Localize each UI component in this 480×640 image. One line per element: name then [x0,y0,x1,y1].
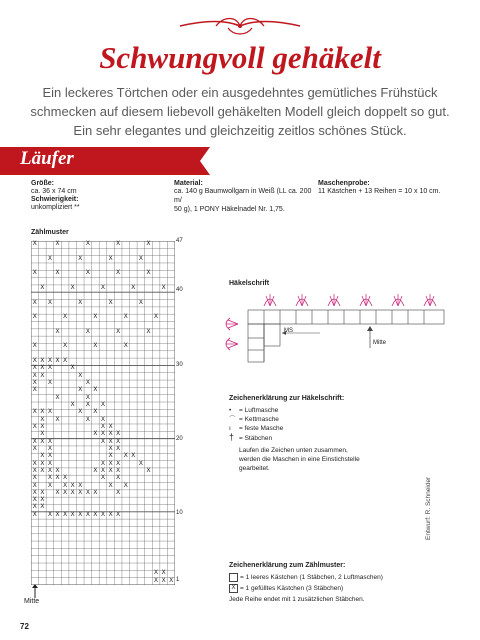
specs-gauge [318,180,468,196]
filled-cell: X [100,416,105,423]
filled-cell: X [32,460,37,467]
filled-cell: X [63,358,68,365]
filled-cell: X [100,475,105,482]
filled-cell: X [32,314,37,321]
filled-cell: X [55,328,60,335]
filled-box-icon: X [229,584,238,593]
filled-cell: X [146,467,151,474]
filled-cell: X [116,241,121,247]
filled-cell: X [161,570,166,577]
filled-cell: X [40,284,45,291]
filled-cell: X [100,438,105,445]
filled-cell: X [146,270,151,277]
luftmasche-icon: • [229,407,232,414]
ms-label: MS [284,328,293,334]
filled-cell: X [55,511,60,518]
filled-cell: X [32,380,37,387]
gauge-label: Maschenprobe: [318,180,370,187]
filled-cell: X [40,467,45,474]
intro-line: schmecken auf diesem liebevoll gehäkelten Modell gleich doppelt so gut. [30,104,450,119]
material-line: ca. 140 g Baumwollgarn in Weiß (LL ca. 200 m/ [174,188,312,204]
legend-text: = feste Masche [239,425,284,432]
filled-cell: X [85,328,90,335]
note-line: Laufen die Zeichen unten zusammen, [239,447,348,454]
filled-cell: X [70,365,75,372]
filled-cell: X [138,255,143,262]
legend-text: = Luftmasche [239,407,279,414]
filled-cell: X [32,372,37,379]
filled-cell: X [123,314,128,321]
kettmasche-icon: ⌒ [229,416,236,423]
filled-cell: X [116,438,121,445]
page-title: Schwungvoll gehäkelt [99,40,381,75]
difficulty-value: unkompliziert ** [31,204,80,211]
filled-cell: X [55,475,60,482]
filled-cell: X [161,577,166,584]
filled-cell: X [108,255,113,262]
legend-item [229,584,429,593]
material-line: 50 g), 1 PONY Häkelnadel Nr. 1,75. [174,206,285,213]
size-value: ca. 36 x 74 cm [31,188,77,195]
filled-cell: X [93,489,98,496]
filled-cell: X [47,365,52,372]
ornament-icon [176,14,304,38]
filled-cell: X [154,314,159,321]
legend-item [229,573,429,582]
filled-cell: X [32,489,37,496]
filled-cell: X [78,482,83,489]
row-label: 1 [176,577,180,583]
filled-cell: X [78,299,83,306]
filled-cell: X [40,453,45,460]
filled-cell: X [85,394,90,401]
filled-cell: X [47,460,52,467]
filled-cell: X [85,380,90,387]
filled-cell: X [47,380,52,387]
filled-cell: X [47,438,52,445]
filled-cell: X [131,453,136,460]
filled-cell: X [108,511,113,518]
row-label: 10 [176,510,183,516]
mitte-label: Mitte [24,598,40,605]
filled-cell: X [63,511,68,518]
filled-cell: X [47,453,52,460]
filled-cell: X [123,343,128,350]
size-label: Größe: [31,180,54,187]
filled-cell: X [32,497,37,504]
chart-legend-title: Zeichenerklärung zum Zählmuster: [229,562,346,569]
filled-cell: X [63,489,68,496]
filled-cell: X [70,511,75,518]
filled-cell: X [55,241,60,247]
filled-cell: X [63,314,68,321]
counting-chart [31,241,175,585]
filled-cell: X [108,445,113,452]
filled-cell: X [47,255,52,262]
filled-cell: X [85,511,90,518]
filled-cell: X [40,423,45,430]
filled-cell: X [32,343,37,350]
filled-cell: X [32,511,37,518]
filled-cell: X [85,402,90,409]
filled-cell: X [70,489,75,496]
filled-cell: X [78,372,83,379]
filled-cell: X [63,475,68,482]
filled-cell: X [70,284,75,291]
filled-cell: X [116,475,121,482]
filled-cell: X [47,467,52,474]
intro-line: Ein sehr elegantes und gleichzeitig zeitlos schönes Stück. [73,123,407,138]
symbol-legend-title: Zeichenerklärung zur Häkelschrift: [229,395,345,402]
filled-cell: X [47,482,52,489]
filled-cell: X [108,431,113,438]
crochet-mitte-label: Mitte [373,340,387,346]
symbol-legend-note [239,446,449,473]
filled-cell: X [55,270,60,277]
filled-cell: X [55,467,60,474]
filled-cell: X [40,409,45,416]
filled-cell: X [116,511,121,518]
filled-cell: X [100,423,105,430]
chart-title: Zählmuster [31,229,69,236]
filled-cell: X [100,431,105,438]
filled-cell: X [32,241,37,247]
symbol-legend [229,395,449,473]
legend-text: = Stäbchen [239,435,273,442]
intro-line: Ein leckeres Törtchen oder ein ausgedehntes gemütliches Frühstück [42,85,438,100]
filled-cell: X [55,416,60,423]
filled-cell: X [32,467,37,474]
difficulty-label: Schwierigkeit: [31,196,79,203]
filled-cell: X [93,467,98,474]
filled-cell: X [116,460,121,467]
filled-cell: X [40,372,45,379]
filled-cell: X [116,328,121,335]
filled-cell: X [85,241,90,247]
legend-text: = 1 leeres Kästchen (1 Stäbchen, 2 Luftmaschen) [240,574,383,582]
filled-cell: X [85,416,90,423]
filled-cell: X [108,423,113,430]
filled-cell: X [146,328,151,335]
filled-cell: X [108,453,113,460]
filled-cell: X [93,343,98,350]
filled-cell: X [93,314,98,321]
design-credit: Entwurf: R. Schneider [425,476,432,540]
filled-cell: X [108,467,113,474]
filled-cell: X [131,284,136,291]
filled-cell: X [123,453,128,460]
filled-cell: X [32,358,37,365]
gauge-value: 11 Kästchen + 13 Reihen = 10 x 10 cm. [318,188,441,195]
filled-cell: X [85,270,90,277]
page-number: 72 [20,622,29,631]
filled-cell: X [154,570,159,577]
crochet-diagram [224,288,449,368]
filled-cell: X [100,460,105,467]
filled-cell: X [47,299,52,306]
filled-cell: X [40,358,45,365]
filled-cell: X [108,438,113,445]
row-label: 30 [176,362,183,368]
staebchen-icon: † [229,432,235,442]
feste-masche-icon: ı [229,425,231,432]
filled-cell: X [108,482,113,489]
filled-cell: X [161,284,166,291]
legend-item [229,406,449,415]
filled-cell: X [55,358,60,365]
filled-cell: X [32,445,37,452]
filled-cell: X [78,255,83,262]
filled-cell: X [93,409,98,416]
filled-cell: X [32,423,37,430]
filled-cell: X [78,511,83,518]
filled-cell: X [40,460,45,467]
filled-cell: X [47,511,52,518]
filled-cell: X [47,409,52,416]
filled-cell: X [100,511,105,518]
filled-cell: X [85,489,90,496]
filled-cell: X [32,475,37,482]
filled-cell: X [93,511,98,518]
filled-cell: X [47,445,52,452]
filled-cell: X [55,489,60,496]
filled-cell: X [146,241,151,247]
filled-cell: X [32,438,37,445]
filled-cell: X [55,394,60,401]
filled-cell: X [32,387,37,394]
filled-cell: X [32,482,37,489]
filled-cell: X [40,416,45,423]
filled-cell: X [78,387,83,394]
filled-cell: X [32,299,37,306]
filled-cell: X [169,577,174,584]
filled-cell: X [40,365,45,372]
filled-cell: X [63,343,68,350]
filled-cell: X [63,482,68,489]
filled-cell: X [108,299,113,306]
filled-cell: X [40,497,45,504]
row-label: 20 [176,436,183,442]
filled-cell: X [70,402,75,409]
filled-cell: X [78,409,83,416]
filled-cell: X [32,365,37,372]
legend-item [229,424,449,433]
filled-cell: X [40,438,45,445]
filled-cell: X [70,482,75,489]
note-line: gearbeitet. [239,465,270,472]
filled-cell: X [93,431,98,438]
note-line: werden die Maschen in eine Einstichstelle [239,456,360,463]
filled-cell: X [108,460,113,467]
empty-box-icon [229,573,238,582]
crochet-chart-title: Häkelschrift [229,280,270,287]
filled-cell: X [32,409,37,416]
filled-cell: X [47,358,52,365]
filled-cell: X [93,387,98,394]
material-label: Material: [174,180,203,187]
filled-cell: X [40,489,45,496]
filled-cell: X [40,431,45,438]
filled-cell: X [100,402,105,409]
filled-cell: X [40,504,45,511]
legend-text: = Kettmasche [239,416,279,423]
filled-cell: X [138,299,143,306]
filled-cell: X [32,504,37,511]
intro-text [30,83,450,140]
legend-text: = 1 gefülltes Kästchen (3 Stäbchen) [240,585,344,593]
mitte-arrow-icon [31,584,39,598]
filled-cell: X [116,467,121,474]
chart-legend [229,562,429,604]
legend-item [229,433,449,443]
filled-cell: X [47,475,52,482]
filled-cell: X [154,577,159,584]
filled-cell: X [78,489,83,496]
filled-cell: X [116,489,121,496]
filled-cell: X [100,284,105,291]
row-label: 47 [176,238,183,244]
row-label: 40 [176,287,183,293]
filled-cell: X [116,445,121,452]
filled-cell: X [100,467,105,474]
specs-material [174,180,314,214]
legend-item [229,415,449,424]
filled-cell: X [116,270,121,277]
filled-cell: X [138,460,143,467]
filled-cell: X [32,270,37,277]
specs-size [31,180,151,212]
section-label: Läufer [20,148,74,169]
filled-cell: X [123,482,128,489]
filled-cell: X [116,431,121,438]
chart-legend-note: Jede Reihe endet mit 1 zusätzlichen Stäbchen. [229,596,365,604]
